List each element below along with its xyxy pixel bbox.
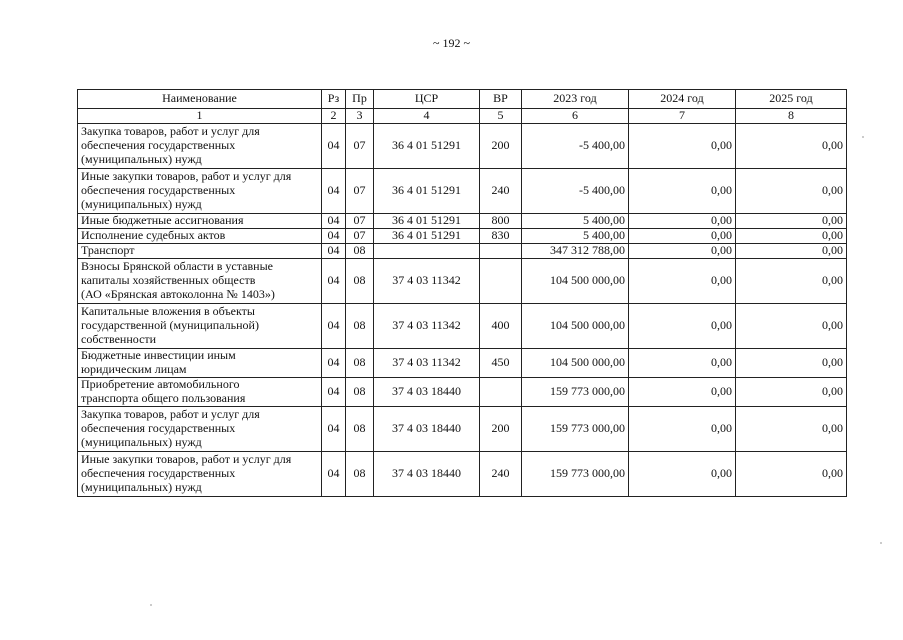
col-number: 8 [736,109,847,124]
scan-speck [862,136,864,138]
row-pr: 08 [346,259,374,304]
row-name: Капитальные вложения в объекты государственной (муниципальной) собственности [78,304,322,349]
row-name: Закупка товаров, работ и услуг для обеспечения государственных (муниципальных) нужд [78,407,322,452]
row-2023: 5 400,00 [522,214,629,229]
row-pr: 08 [346,452,374,497]
row-rz: 04 [322,378,346,407]
row-2025: 0,00 [736,378,847,407]
row-2024: 0,00 [629,452,736,497]
row-name: Бюджетные инвестиции иным юридическим лицам [78,349,322,378]
row-rz: 04 [322,124,346,169]
row-vr: 240 [480,169,522,214]
row-2025: 0,00 [736,452,847,497]
row-vr: 830 [480,229,522,244]
header-row [78,90,847,109]
row-2024: 0,00 [629,229,736,244]
row-pr: 08 [346,304,374,349]
table-row [78,244,847,259]
header-name: Наименование [78,90,322,109]
row-name: Приобретение автомобильного транспорта общего пользования [78,378,322,407]
header-2023: 2023 год [522,90,629,109]
table-row [78,229,847,244]
row-pr: 08 [346,244,374,259]
col-number: 6 [522,109,629,124]
scan-speck [880,542,882,544]
row-vr: 200 [480,124,522,169]
row-rz: 04 [322,244,346,259]
header-pr: Пр [346,90,374,109]
row-2025: 0,00 [736,304,847,349]
row-rz: 04 [322,229,346,244]
row-rz: 04 [322,407,346,452]
row-vr [480,244,522,259]
row-name: Иные закупки товаров, работ и услуг для обеспечения государственных (муниципальных) нужд [78,169,322,214]
col-number: 4 [374,109,480,124]
row-2024: 0,00 [629,169,736,214]
header-rz: Рз [322,90,346,109]
header-2024: 2024 год [629,90,736,109]
row-csr: 37 4 03 11342 [374,259,480,304]
row-2023: 5 400,00 [522,229,629,244]
row-csr: 36 4 01 51291 [374,229,480,244]
row-csr: 36 4 01 51291 [374,169,480,214]
page-number: ~ 192 ~ [433,36,470,50]
row-2024: 0,00 [629,407,736,452]
table-row [78,259,847,304]
row-2025: 0,00 [736,244,847,259]
row-2024: 0,00 [629,124,736,169]
row-name: Иные бюджетные ассигнования [78,214,322,229]
header-vr: ВР [480,90,522,109]
row-name: Взносы Брянской области в уставные капиталы хозяйственных обществ (АО «Брянская автоколонна № 1403») [78,259,322,304]
table-row [78,349,847,378]
row-2023: -5 400,00 [522,169,629,214]
row-pr: 07 [346,169,374,214]
row-rz: 04 [322,259,346,304]
scan-speck [150,604,152,606]
col-number: 2 [322,109,346,124]
row-2023: 347 312 788,00 [522,244,629,259]
row-csr: 37 4 03 18440 [374,452,480,497]
row-pr: 07 [346,229,374,244]
col-number: 7 [629,109,736,124]
row-rz: 04 [322,349,346,378]
header-2025: 2025 год [736,90,847,109]
row-2024: 0,00 [629,378,736,407]
col-number: 3 [346,109,374,124]
table-row [78,124,847,169]
column-number-row [78,109,847,124]
row-csr: 36 4 01 51291 [374,124,480,169]
table-row [78,452,847,497]
header-csr: ЦСР [374,90,480,109]
row-csr: 37 4 03 18440 [374,378,480,407]
row-2023: 104 500 000,00 [522,259,629,304]
row-2025: 0,00 [736,214,847,229]
row-csr: 37 4 03 11342 [374,304,480,349]
row-name: Закупка товаров, работ и услуг для обеспечения государственных (муниципальных) нужд [78,124,322,169]
table-row [78,304,847,349]
row-vr: 200 [480,407,522,452]
table-row [78,407,847,452]
row-2024: 0,00 [629,214,736,229]
col-number: 1 [78,109,322,124]
row-2025: 0,00 [736,229,847,244]
row-rz: 04 [322,169,346,214]
row-vr [480,259,522,304]
row-2023: 159 773 000,00 [522,452,629,497]
row-2023: 104 500 000,00 [522,349,629,378]
row-rz: 04 [322,452,346,497]
row-csr: 37 4 03 18440 [374,407,480,452]
row-2023: 159 773 000,00 [522,407,629,452]
row-2025: 0,00 [736,259,847,304]
row-rz: 04 [322,304,346,349]
row-2024: 0,00 [629,349,736,378]
row-pr: 08 [346,378,374,407]
table-row [78,169,847,214]
row-name: Иные закупки товаров, работ и услуг для обеспечения государственных (муниципальных) нужд [78,452,322,497]
row-name: Исполнение судебных актов [78,229,322,244]
row-pr: 07 [346,214,374,229]
row-name: Транспорт [78,244,322,259]
row-2023: 104 500 000,00 [522,304,629,349]
row-2025: 0,00 [736,124,847,169]
row-pr: 08 [346,407,374,452]
row-2024: 0,00 [629,259,736,304]
row-pr: 07 [346,124,374,169]
row-2025: 0,00 [736,407,847,452]
row-2024: 0,00 [629,304,736,349]
row-vr: 800 [480,214,522,229]
row-rz: 04 [322,214,346,229]
row-csr: 36 4 01 51291 [374,214,480,229]
row-vr: 450 [480,349,522,378]
row-2023: -5 400,00 [522,124,629,169]
row-2023: 159 773 000,00 [522,378,629,407]
row-vr [480,378,522,407]
table-row [78,214,847,229]
col-number: 5 [480,109,522,124]
row-2024: 0,00 [629,244,736,259]
row-csr [374,244,480,259]
row-vr: 240 [480,452,522,497]
row-2025: 0,00 [736,349,847,378]
row-pr: 08 [346,349,374,378]
budget-table [77,89,847,497]
row-vr: 400 [480,304,522,349]
table-row [78,378,847,407]
row-csr: 37 4 03 11342 [374,349,480,378]
row-2025: 0,00 [736,169,847,214]
